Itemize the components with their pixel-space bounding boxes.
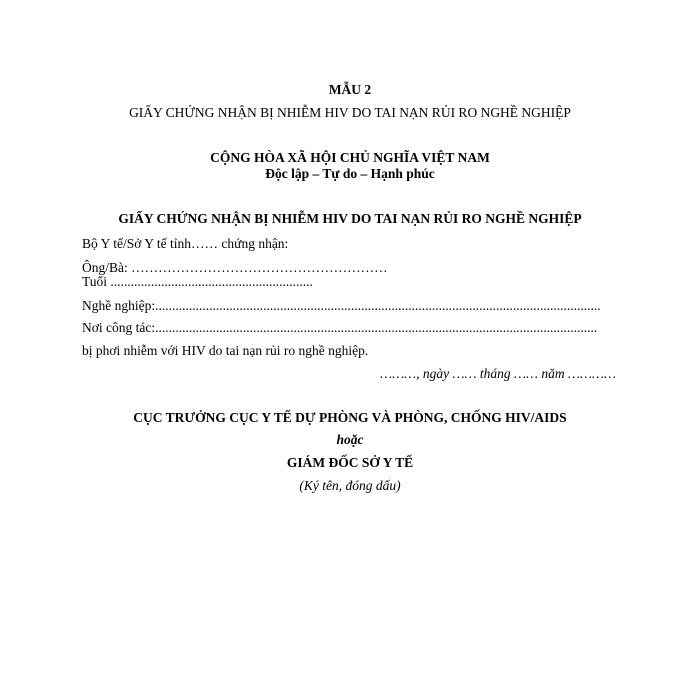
signing-authority: CỤC TRƯỞNG CỤC Y TẾ DỰ PHÒNG VÀ PHÒNG, CHỐNG HIV/AIDS (133, 410, 567, 425)
occupation-field: Nghề nghiệp:.................................................................................................................................... (82, 298, 601, 313)
alternate-authority: GIÁM ĐỐC SỞ Y TẾ (286, 455, 414, 470)
form-label: MẪU 2 (328, 82, 372, 97)
issuer-line: Bộ Y tế/Sở Y tế tỉnh…… chứng nhận: (82, 236, 289, 251)
nation-name: CỘNG HÒA XÃ HỘI CHỦ NGHĨA VIỆT NAM (210, 150, 490, 165)
or-connector: hoặc (336, 432, 364, 447)
exposure-statement: bị phơi nhiễm với HIV do tai nạn rủi ro nghề nghiệp. (82, 343, 369, 358)
age-field: Tuổi ............................................................ (82, 274, 313, 289)
certificate-title: GIẤY CHỨNG NHẬN BỊ NHIỄM HIV DO TAI NẠN RỦI RO NGHỀ NGHIỆP (118, 211, 582, 226)
workplace-field: Nơi công tác:................................................................................................................................... (82, 320, 598, 335)
form-heading: GIẤY CHỨNG NHẬN BỊ NHIỄM HIV DO TAI NẠN RỦI RO NGHỀ NGHIỆP (129, 105, 571, 120)
date-line: ………, ngày …… tháng …… năm ………… (380, 366, 616, 381)
name-field: Ông/Bà: ………………………………………………… (82, 260, 388, 275)
signature-note: (Ký tên, đóng dấu) (299, 478, 401, 493)
national-motto: Độc lập – Tự do – Hạnh phúc (265, 166, 435, 181)
